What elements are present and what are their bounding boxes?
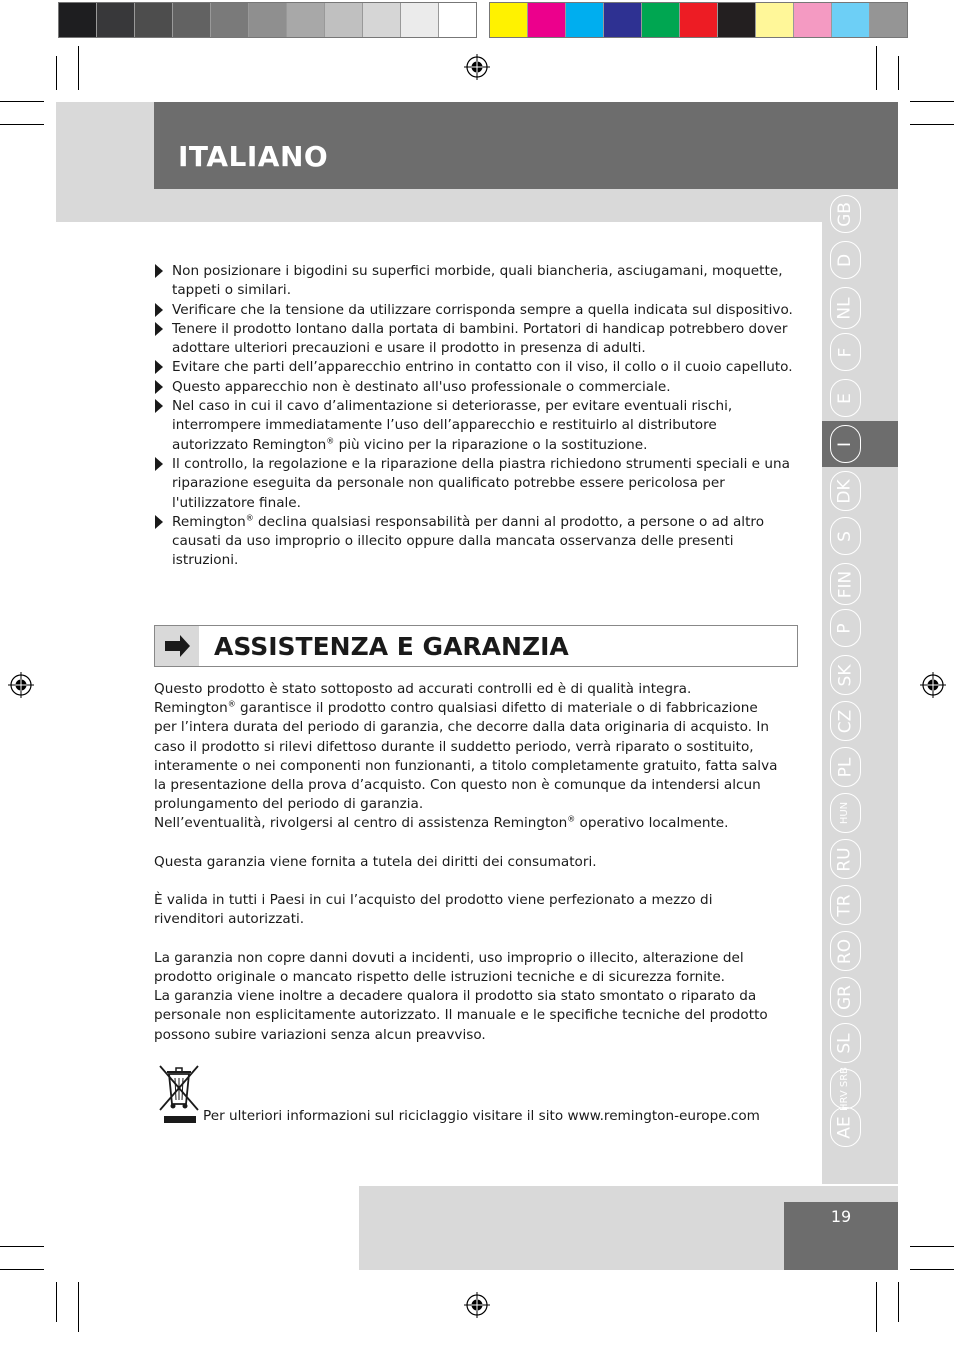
warranty-text xyxy=(154,680,778,1045)
tab-pill xyxy=(830,609,861,647)
crossed-bin-icon xyxy=(158,1064,200,1112)
tab-label: S xyxy=(834,530,855,542)
tab-label: HUN xyxy=(839,801,851,825)
tab-label: TR xyxy=(834,893,855,917)
list-item: Il controllo, la regolazione e la riparazione della piastra richiedono strumenti speciali e una riparazione eseguita da personale non qualificato potrebbe essere pericolosa per l'utilizzatore finale. xyxy=(154,455,794,513)
tab-label: RU xyxy=(834,846,855,872)
tab-pill xyxy=(830,379,861,417)
color-swatch xyxy=(97,3,135,37)
list-item: Non posizionare i bigodini su superfici morbide, quali biancheria, asciugamani, moquette, tappeti o similari. xyxy=(154,262,794,301)
tab-language-ru[interactable] xyxy=(829,838,862,880)
color-swatches xyxy=(489,2,908,38)
tab-label: HRV SRB xyxy=(839,1066,851,1112)
paragraph: La garanzia non copre danni dovuti a incidenti, uso improprio o illecito, alterazione del prodotto originale o mancato rispetto delle istruzioni tecniche e di sicurezza fornite. xyxy=(154,949,744,985)
color-swatch xyxy=(59,3,97,37)
recycling-info: Per ulteriori informazioni sul riciclaggio visitare il sito www.remington-europe.com xyxy=(203,1108,760,1124)
list-item: Evitare che parti dell’apparecchio entrino in contatto con il viso, il collo o il cuoio capelluto. xyxy=(154,358,794,377)
tab-pill xyxy=(830,425,861,463)
section-arrow-box xyxy=(155,626,199,666)
color-swatch xyxy=(528,3,566,37)
paragraph: La garanzia viene inoltre a decadere qualora il prodotto sia stato smontato o riparato da personale non esplicitamente autorizzato. Il manuale e le specifiche tecniche del prodotto possono subire variazioni senza alcun preavviso. xyxy=(154,988,768,1043)
color-swatch xyxy=(401,3,439,37)
tab-pill xyxy=(830,885,861,925)
tab-label: E xyxy=(835,392,855,404)
color-calibration-bar xyxy=(58,2,908,38)
tab-pill xyxy=(830,287,861,329)
tab-language-gb[interactable] xyxy=(829,194,862,234)
paragraph: Remington® garantisce il prodotto contro qualsiasi difetto di materiale o di fabbricazione per l’intera durata del periodo di garanzia, che decorre dalla data originaria di acquisto. In caso il prodotto si rilevi difettoso durante il suddetto periodo, verrà riparato o sostituito, interamente o nei componenti non funzionanti, a titolo completamente gratuito, fatta salva la presentazione della prova d’acquisto. Con questo non è comunque da intendersi alcun prolungamento del periodo di garanzia. xyxy=(154,699,778,813)
registration-mark-left xyxy=(8,672,34,698)
tab-pill xyxy=(830,471,861,511)
list-item: Questo apparecchio non è destinato all'uso professionale o commerciale. xyxy=(154,378,794,397)
color-swatch xyxy=(287,3,325,37)
list-item: Remington® declina qualsiasi responsabilità per danni al prodotto, a persone o ad altro causati da uso improprio o illecito oppure dalla mancata osservanza delle presenti istruzioni. xyxy=(154,513,794,571)
tab-label: F xyxy=(835,347,855,357)
tab-label: FIN xyxy=(834,570,855,598)
tab-pill xyxy=(830,701,861,741)
bullet-arrow-icon xyxy=(155,457,163,471)
tab-pill xyxy=(830,839,861,879)
color-swatch xyxy=(135,3,173,37)
bullet-arrow-icon xyxy=(155,360,163,374)
tab-language-d[interactable] xyxy=(829,240,862,280)
tab-label: GR xyxy=(835,984,855,1010)
tab-label: GB xyxy=(835,201,855,227)
color-swatch xyxy=(211,3,249,37)
color-swatch xyxy=(794,3,832,37)
tab-label: CZ xyxy=(835,709,855,733)
tab-language-i[interactable] xyxy=(829,424,862,464)
tab-language-cz[interactable] xyxy=(829,700,862,742)
tab-pill xyxy=(830,1023,861,1063)
tab-language-fin[interactable] xyxy=(829,562,862,606)
tab-language-s[interactable] xyxy=(829,516,862,556)
color-swatch xyxy=(756,3,794,37)
header-gray-underband xyxy=(154,189,822,222)
grayscale-swatches xyxy=(58,2,477,38)
tab-pill xyxy=(830,563,861,605)
tab-language-dk[interactable] xyxy=(829,470,862,512)
paragraph: Nell’eventualità, rivolgersi al centro di assistenza Remington® operativo localmente. xyxy=(154,814,729,832)
tab-language-ro[interactable] xyxy=(829,930,862,972)
tab-label: SL xyxy=(834,1032,855,1054)
color-swatch xyxy=(249,3,287,37)
tab-language-hun[interactable] xyxy=(829,792,862,834)
tab-pill xyxy=(830,931,861,971)
bullet-arrow-icon xyxy=(155,322,163,336)
tab-pill xyxy=(830,333,861,371)
tab-language-gr[interactable] xyxy=(829,976,862,1018)
tab-language-pl[interactable] xyxy=(829,746,862,788)
color-swatch xyxy=(870,3,907,37)
tab-language-f[interactable] xyxy=(829,332,862,372)
tab-label: DK xyxy=(835,478,855,504)
bullet-arrow-icon xyxy=(155,515,163,529)
weee-bar xyxy=(164,1116,196,1123)
tab-language-tr[interactable] xyxy=(829,884,862,926)
tab-label: AE xyxy=(835,1115,855,1139)
tab-language-p[interactable] xyxy=(829,608,862,648)
tab-pill xyxy=(830,195,861,233)
tab-pill xyxy=(830,655,861,695)
tab-label: I xyxy=(834,441,855,447)
tab-label: NL xyxy=(834,296,855,320)
tab-pill xyxy=(830,241,861,279)
color-swatch xyxy=(173,3,211,37)
bullet-arrow-icon xyxy=(155,303,163,317)
tab-pill xyxy=(830,1107,861,1147)
safety-bullet-list xyxy=(154,262,794,571)
list-item: Tenere il prodotto lontano dalla portata di bambini. Portatori di handicap potrebbero dover adottare ulteriori precauzioni e usare il prodotto in presenza di adulti. xyxy=(154,320,794,359)
tab-language-sk[interactable] xyxy=(829,654,862,696)
tab-pill xyxy=(830,977,861,1017)
tab-language-e[interactable] xyxy=(829,378,862,418)
color-swatch xyxy=(832,3,870,37)
color-swatch xyxy=(363,3,401,37)
bullet-arrow-icon xyxy=(155,399,163,413)
registration-mark-bottom xyxy=(464,1292,490,1318)
bullet-arrow-icon xyxy=(155,380,163,394)
tab-pill xyxy=(830,1066,861,1112)
list-item: Nel caso in cui il cavo d’alimentazione si deteriorasse, per evitare eventuali rischi, interrompere immediatamente l’uso dell’apparecchio e restituirlo al distributore autorizzato Remington® più vicino per la riparazione o la sostituzione. xyxy=(154,397,794,455)
color-swatch xyxy=(490,3,528,37)
arrow-right-icon xyxy=(155,626,199,666)
tab-label: PL xyxy=(834,757,855,777)
tab-pill xyxy=(830,747,861,787)
page-title: ITALIANO xyxy=(178,140,329,173)
tab-language-hrv-srb[interactable] xyxy=(829,1068,862,1110)
color-swatch xyxy=(718,3,756,37)
tab-label: RO xyxy=(834,938,855,964)
tab-language-nl[interactable] xyxy=(829,286,862,330)
header-gray-panel xyxy=(56,102,154,222)
tab-language-ae[interactable] xyxy=(829,1106,862,1148)
color-swatch xyxy=(604,3,642,37)
paragraph: È valida in tutti i Paesi in cui l’acquisto del prodotto viene perfezionato a mezzo di rivenditori autorizzati. xyxy=(154,892,713,928)
tab-pill xyxy=(830,517,861,555)
paragraph: Questo prodotto è stato sottoposto ad accurati controlli ed è di qualità integra. xyxy=(154,681,692,697)
page-number: 19 xyxy=(830,1207,852,1226)
tab-label: SK xyxy=(834,664,855,686)
tab-language-sl[interactable] xyxy=(829,1022,862,1064)
registration-mark-right xyxy=(920,672,946,698)
color-swatch xyxy=(325,3,363,37)
color-swatch xyxy=(642,3,680,37)
color-swatch xyxy=(439,3,476,37)
list-item: Verificare che la tensione da utilizzare corrisponda sempre a quella indicata sul dispositivo. xyxy=(154,301,794,320)
registration-mark-top xyxy=(464,54,490,80)
section-title: ASSISTENZA E GARANZIA xyxy=(214,632,569,661)
paragraph: Questa garanzia viene fornita a tutela dei diritti dei consumatori. xyxy=(154,853,597,870)
tab-label: P xyxy=(834,622,855,634)
tab-label: D xyxy=(835,253,855,267)
tab-pill xyxy=(830,793,861,833)
color-swatch xyxy=(680,3,718,37)
bullet-arrow-icon xyxy=(155,264,163,278)
color-swatch xyxy=(566,3,604,37)
